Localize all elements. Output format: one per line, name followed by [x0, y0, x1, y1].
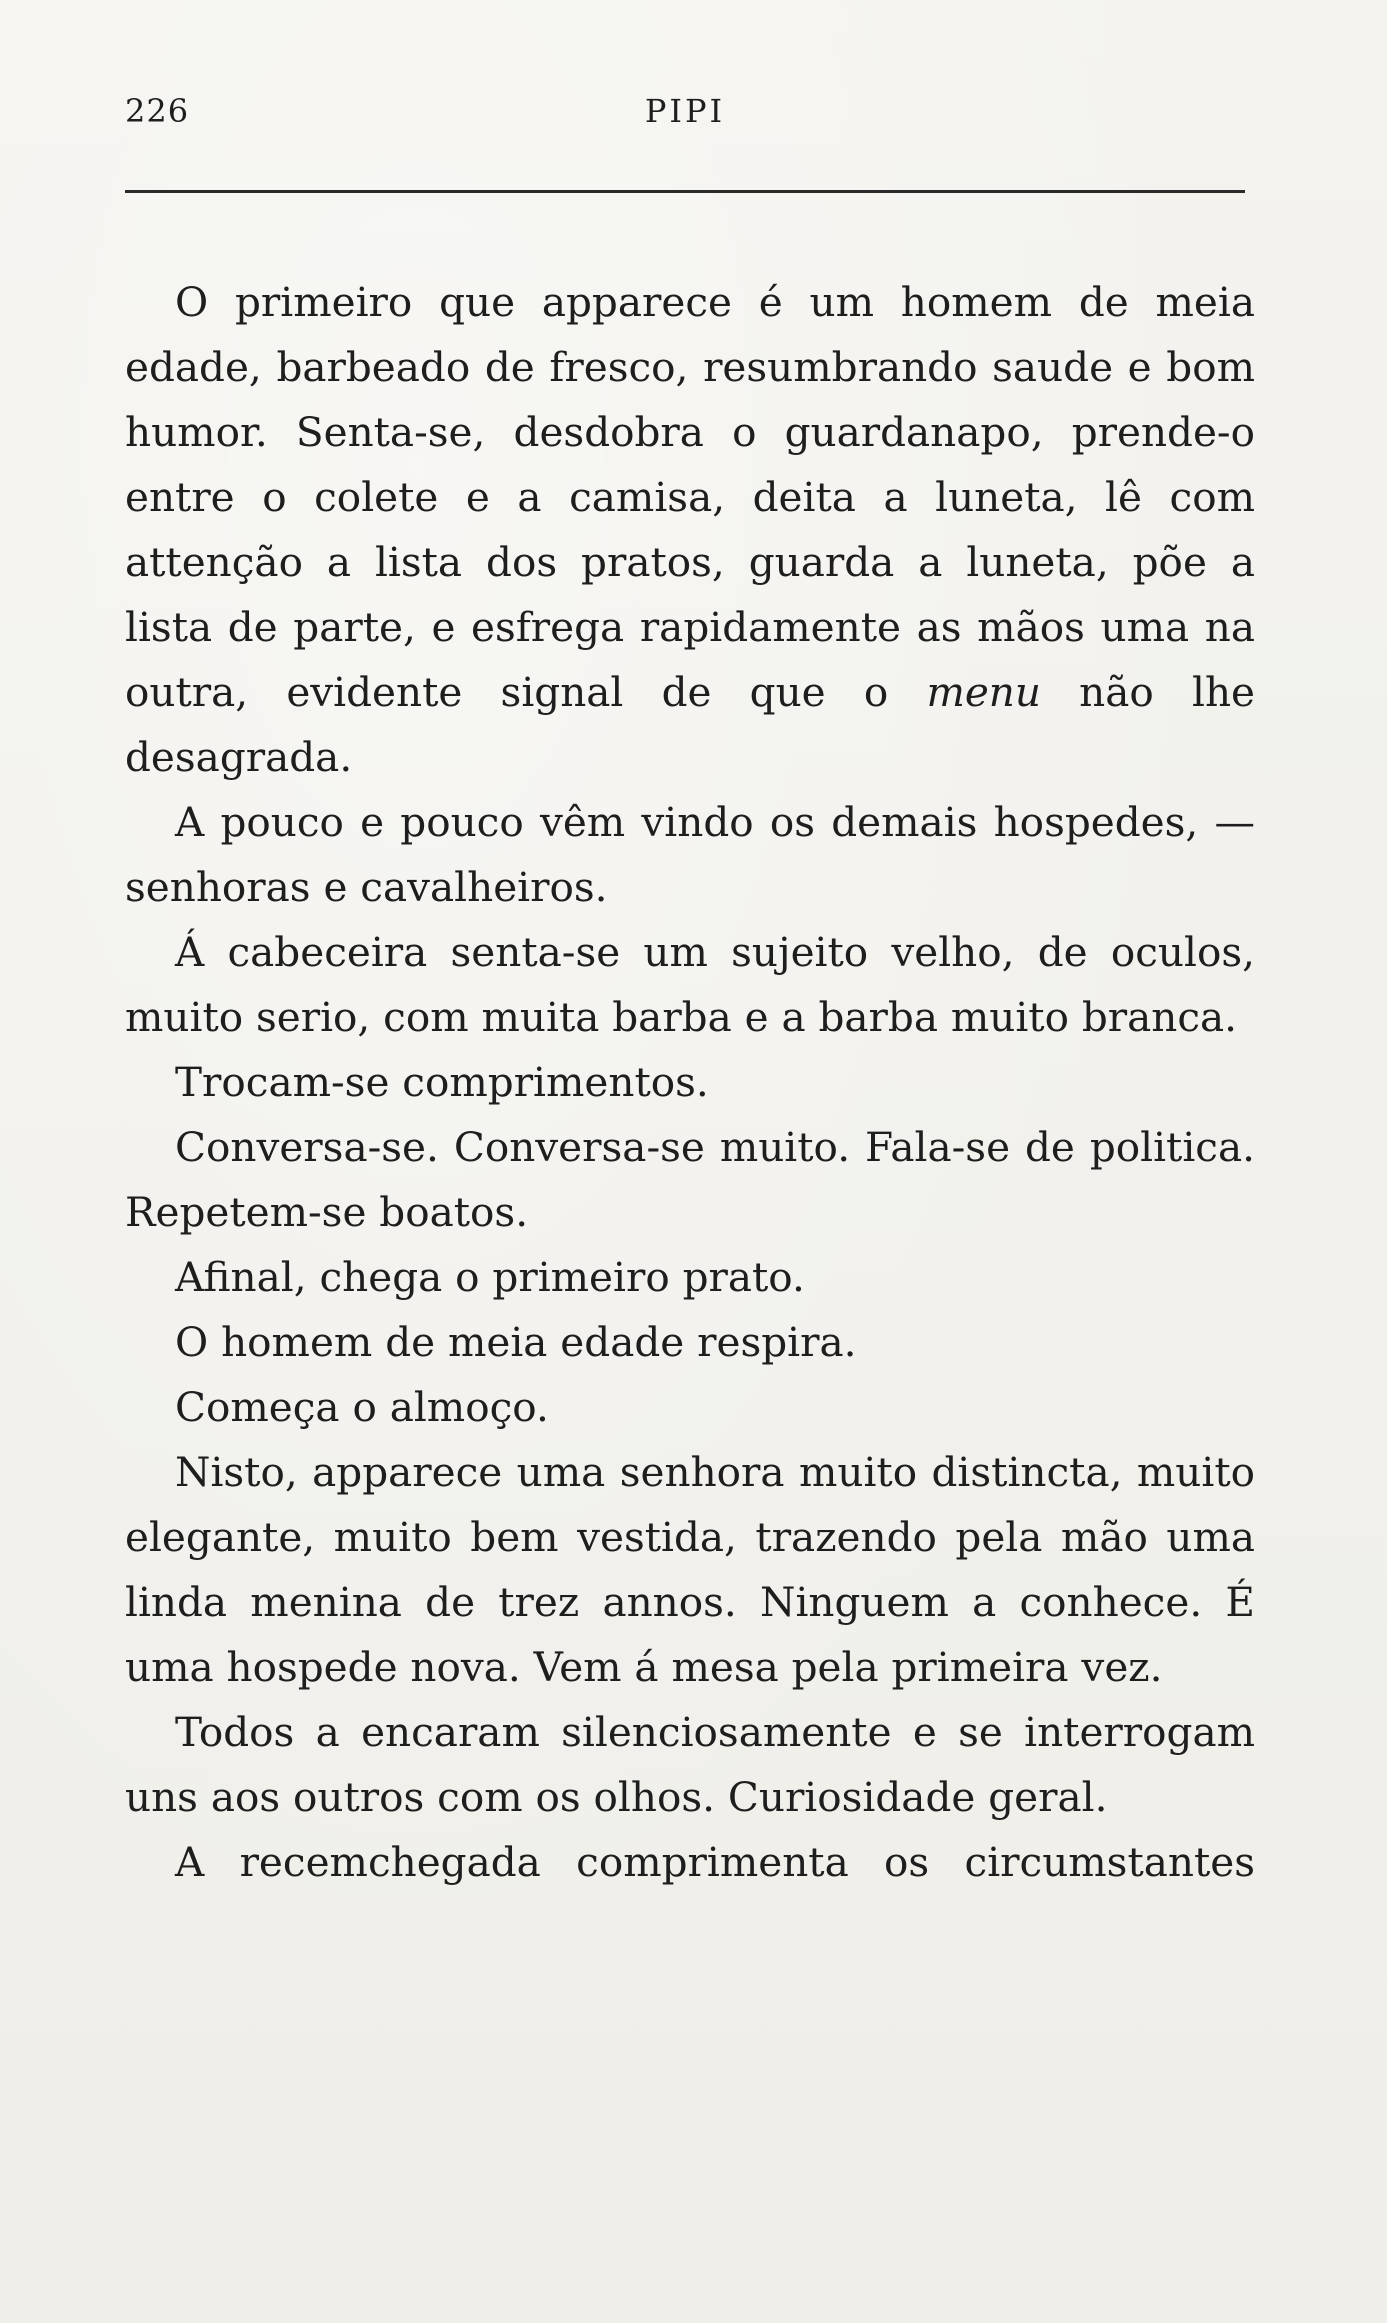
- running-title: PIPI: [644, 92, 726, 130]
- paragraph-text: O primeiro que apparece é um homem de meia edade, barbeado de fresco, resumbrando saude e bom humor. Senta-se, desdobra o guardanapo, prende-o entre o colete e a camisa, deita a luneta, lê com attenção a lista dos pratos, guarda a luneta, põe a lista de parte, e esfrega rapidamente as mãos uma na outra, evidente signal de que o: [125, 278, 1255, 716]
- paragraph: Trocam-se comprimentos.: [175, 1058, 709, 1106]
- paragraph: Nisto, apparece uma senhora muito distincta, muito elegante, muito bem vestida, trazendo pela mão uma linda menina de trez annos. Ninguem a conhece. É uma hospede nova. Vem á mesa pela primeira vez.: [125, 1448, 1255, 1691]
- paragraph: Começa o almoço.: [175, 1383, 549, 1431]
- paragraph: Conversa-se. Conversa-se muito. Fala-se de politica. Repetem-se boatos.: [125, 1123, 1255, 1236]
- paragraph: Á cabeceira senta-se um sujeito velho, de oculos, muito serio, com muita barba e a barba muito branca.: [125, 928, 1255, 1041]
- paragraph: A recemchegada comprimenta os circumstantes: [175, 1838, 1255, 1886]
- body-text: [125, 270, 1255, 1895]
- paragraph: A pouco e pouco vêm vindo os demais hospedes, — senhoras e cavalheiros.: [125, 798, 1255, 911]
- paragraph: Afinal, chega o primeiro prato.: [175, 1253, 805, 1301]
- paragraph-text: não lhe desagrada.: [125, 668, 1255, 781]
- italic-word: menu: [926, 668, 1041, 716]
- paragraph: O homem de meia edade respira.: [175, 1318, 857, 1366]
- header-rule: [125, 190, 1245, 193]
- paragraph: Todos a encaram silenciosamente e se interrogam uns aos outros com os olhos. Curiosidade geral.: [125, 1708, 1255, 1821]
- page-number: 226: [125, 92, 190, 130]
- running-head: [125, 92, 1245, 142]
- paragraph: [125, 270, 1255, 790]
